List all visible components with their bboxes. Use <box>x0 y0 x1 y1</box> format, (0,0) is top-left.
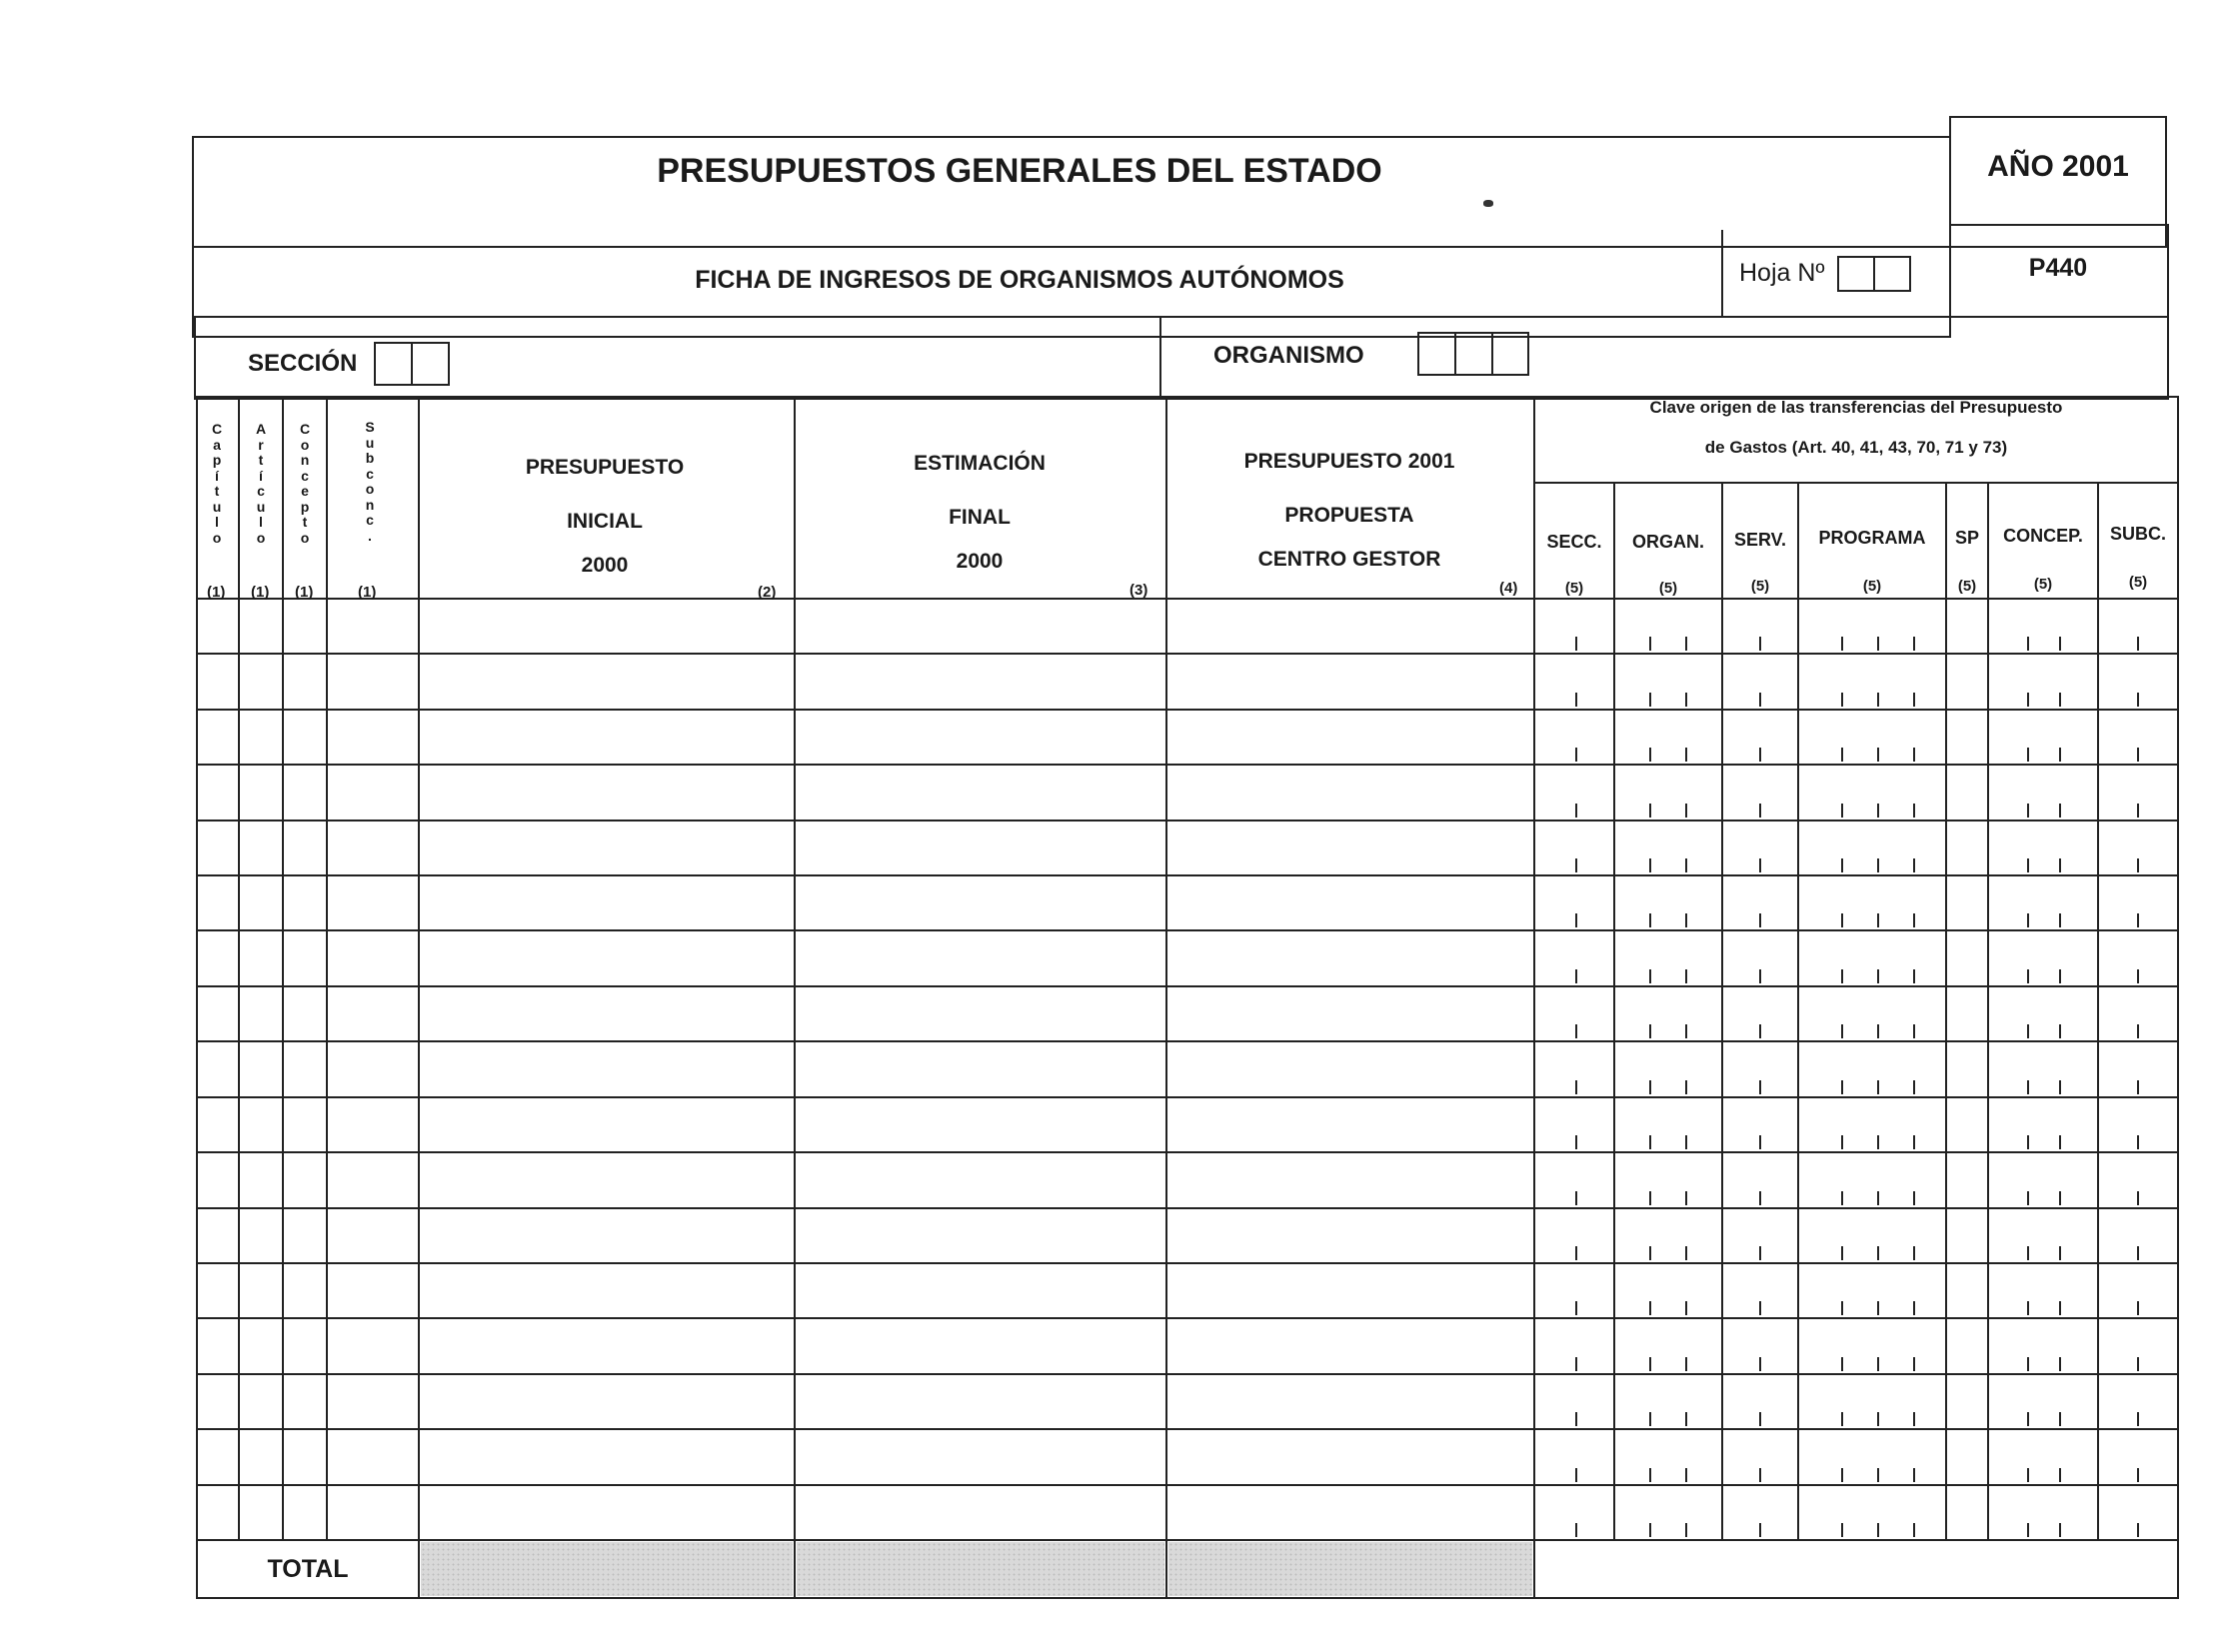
digit-separator-tick <box>1649 1246 1651 1260</box>
digit-separator-tick <box>2137 1301 2139 1315</box>
digit-separator-tick <box>1877 1080 1879 1094</box>
digit-separator-tick <box>2059 1024 2061 1038</box>
digit-separator-tick <box>1759 969 1761 983</box>
digit-separator-tick <box>1649 858 1651 872</box>
col-line-7 <box>1533 398 1535 1597</box>
row-line <box>196 1207 2179 1209</box>
digit-separator-tick <box>2137 1468 2139 1482</box>
digit-separator-tick <box>1685 858 1687 872</box>
row-line <box>196 1317 2179 1319</box>
estimacion-final-line3: 2000 <box>956 550 1004 573</box>
capitulo-header: C a p í t u l o <box>211 421 223 546</box>
row-line <box>196 874 2179 876</box>
digit-separator-tick <box>1575 804 1577 818</box>
digit-separator-tick <box>1575 1135 1577 1149</box>
digit-separator-tick <box>1649 1080 1651 1094</box>
digit-separator-tick <box>2137 693 2139 707</box>
subconc-header: S u b c o n c . <box>365 419 375 544</box>
digit-separator-tick <box>2059 969 2061 983</box>
digit-separator-tick <box>1759 1246 1761 1260</box>
digit-separator-tick <box>1759 1523 1761 1537</box>
digit-separator-tick <box>2027 637 2029 651</box>
digit-separator-tick <box>2027 1191 2029 1205</box>
digit-separator-tick <box>1649 637 1651 651</box>
digit-separator-tick <box>2137 969 2139 983</box>
subcol-concep-note: (5) <box>2033 576 2053 593</box>
digit-separator-tick <box>2137 858 2139 872</box>
digit-separator-tick <box>1877 748 1879 762</box>
digit-separator-tick <box>1877 1412 1879 1426</box>
row-line <box>196 820 2179 822</box>
col-line-1 <box>238 398 240 1539</box>
row-line <box>196 1040 2179 1042</box>
digit-separator-tick <box>1877 1523 1879 1537</box>
row-line <box>196 929 2179 931</box>
digit-separator-tick <box>1913 969 1915 983</box>
digit-separator-tick <box>2059 693 2061 707</box>
digit-separator-tick <box>1877 1246 1879 1260</box>
digit-separator-tick <box>1913 748 1915 762</box>
digit-separator-tick <box>2137 1412 2139 1426</box>
organismo-field-divider-1 <box>1454 332 1456 376</box>
digit-separator-tick <box>1841 1080 1843 1094</box>
digit-separator-tick <box>1649 1191 1651 1205</box>
digit-separator-tick <box>1877 1468 1879 1482</box>
digit-separator-tick <box>1877 1191 1879 1205</box>
col-line-12 <box>1987 484 1989 1539</box>
digit-separator-tick <box>1913 858 1915 872</box>
digit-separator-tick <box>1877 693 1879 707</box>
digit-separator-tick <box>2137 1246 2139 1260</box>
digit-separator-tick <box>1575 693 1577 707</box>
digit-separator-tick <box>1913 804 1915 818</box>
subcol-organ: ORGAN. <box>1632 532 1704 552</box>
subcol-serv-note: (5) <box>1750 578 1770 595</box>
digit-separator-tick <box>1759 1468 1761 1482</box>
col-line-2 <box>282 398 284 1539</box>
estimacion-final-line1: ESTIMACIÓN <box>914 452 1046 475</box>
subcol-programa: PROGRAMA <box>1818 528 1926 548</box>
digit-separator-tick <box>1759 858 1761 872</box>
digit-separator-tick <box>1841 804 1843 818</box>
digit-separator-tick <box>1759 1412 1761 1426</box>
digit-separator-tick <box>1841 1523 1843 1537</box>
digit-separator-tick <box>1913 1523 1915 1537</box>
row-line <box>196 1428 2179 1430</box>
subcol-subc-note: (5) <box>2128 574 2148 591</box>
digit-separator-tick <box>1841 1357 1843 1371</box>
digit-separator-tick <box>2027 1412 2029 1426</box>
digit-separator-tick <box>1759 637 1761 651</box>
row-line <box>196 1262 2179 1264</box>
digit-separator-tick <box>2059 804 2061 818</box>
digit-separator-tick <box>1913 1412 1915 1426</box>
scan-mark <box>1483 200 1493 207</box>
digit-separator-tick <box>1841 637 1843 651</box>
digit-separator-tick <box>2027 1468 2029 1482</box>
digit-separator-tick <box>1575 969 1577 983</box>
col-line-6 <box>1165 398 1167 1597</box>
organismo-label: ORGANISMO <box>1213 342 1364 369</box>
row-line <box>196 1151 2179 1153</box>
digit-separator-tick <box>1685 1191 1687 1205</box>
digit-separator-tick <box>1685 1135 1687 1149</box>
digit-separator-tick <box>1575 1301 1577 1315</box>
digit-separator-tick <box>1841 1412 1843 1426</box>
subcol-secc: SECC. <box>1546 532 1602 552</box>
digit-separator-tick <box>1841 913 1843 927</box>
subcol-subc: SUBC. <box>2109 524 2166 544</box>
digit-separator-tick <box>1685 1357 1687 1371</box>
digit-separator-tick <box>1877 1357 1879 1371</box>
digit-separator-tick <box>2059 1246 2061 1260</box>
digit-separator-tick <box>1575 1080 1577 1094</box>
presupuesto-2001-line1: PRESUPUESTO 2001 <box>1243 450 1455 473</box>
digit-separator-tick <box>1759 1024 1761 1038</box>
digit-separator-tick <box>2137 1191 2139 1205</box>
digit-separator-tick <box>1877 1135 1879 1149</box>
digit-separator-tick <box>2027 969 2029 983</box>
digit-separator-tick <box>1759 1135 1761 1149</box>
digit-separator-tick <box>2027 1357 2029 1371</box>
digit-separator-tick <box>1685 1412 1687 1426</box>
articulo-note: (1) <box>251 584 270 601</box>
subcol-programa-note: (5) <box>1862 578 1882 595</box>
digit-separator-tick <box>1685 913 1687 927</box>
digit-separator-tick <box>2059 1412 2061 1426</box>
digit-separator-tick <box>1685 1246 1687 1260</box>
col-line-5 <box>794 398 796 1597</box>
digit-separator-tick <box>2137 804 2139 818</box>
digit-separator-tick <box>1841 1246 1843 1260</box>
digit-separator-tick <box>1685 637 1687 651</box>
digit-separator-tick <box>1649 1024 1651 1038</box>
digit-separator-tick <box>1877 913 1879 927</box>
digit-separator-tick <box>2059 1135 2061 1149</box>
digit-separator-tick <box>2027 1024 2029 1038</box>
digit-separator-tick <box>1841 1024 1843 1038</box>
seccion-label: SECCIÓN <box>248 350 358 377</box>
digit-separator-tick <box>2059 913 2061 927</box>
digit-separator-tick <box>1841 1135 1843 1149</box>
digit-separator-tick <box>2137 1135 2139 1149</box>
digit-separator-tick <box>1685 1301 1687 1315</box>
digit-separator-tick <box>2137 1357 2139 1371</box>
digit-separator-tick <box>1877 858 1879 872</box>
digit-separator-tick <box>1685 1468 1687 1482</box>
row-line <box>196 709 2179 711</box>
row-line <box>196 653 2179 655</box>
digit-separator-tick <box>1575 1412 1577 1426</box>
digit-separator-tick <box>1913 1191 1915 1205</box>
digit-separator-tick <box>2137 1024 2139 1038</box>
digit-separator-tick <box>1759 804 1761 818</box>
digit-separator-tick <box>1575 1191 1577 1205</box>
subcol-secc-note: (5) <box>1564 580 1584 597</box>
sheet-divider <box>1721 230 1723 318</box>
concepto-header: C o n c e p t o <box>299 421 311 546</box>
digit-separator-tick <box>2027 748 2029 762</box>
digit-separator-tick <box>1913 637 1915 651</box>
digit-separator-tick <box>1841 969 1843 983</box>
digit-separator-tick <box>2027 1523 2029 1537</box>
digit-separator-tick <box>1913 693 1915 707</box>
digit-separator-tick <box>1913 1301 1915 1315</box>
subcol-concep: CONCEP. <box>2003 526 2083 546</box>
digit-separator-tick <box>2059 1523 2061 1537</box>
digit-separator-tick <box>1649 1468 1651 1482</box>
digit-separator-tick <box>1759 913 1761 927</box>
digit-separator-tick <box>1759 1080 1761 1094</box>
digit-separator-tick <box>2027 1135 2029 1149</box>
digit-separator-tick <box>1841 748 1843 762</box>
digit-separator-tick <box>1575 913 1577 927</box>
digit-separator-tick <box>2027 804 2029 818</box>
sheet-number-label: Hoja Nº <box>1739 259 1825 287</box>
capitulo-note: (1) <box>207 584 226 601</box>
col-line-11 <box>1945 484 1947 1539</box>
digit-separator-tick <box>1649 748 1651 762</box>
transfer-title-line1: Clave origen de las transferencias del Presupuesto <box>1649 398 2063 417</box>
digit-separator-tick <box>1913 913 1915 927</box>
digit-separator-tick <box>2027 858 2029 872</box>
subconc-note: (1) <box>358 584 377 601</box>
digit-separator-tick <box>1575 1024 1577 1038</box>
row-line <box>196 1096 2179 1098</box>
total-row-top <box>196 1539 2179 1541</box>
digit-separator-tick <box>1685 1024 1687 1038</box>
estimacion-final-note: (3) <box>1129 582 1148 599</box>
digit-separator-tick <box>1759 1191 1761 1205</box>
row-line <box>196 1373 2179 1375</box>
digit-separator-tick <box>1575 1523 1577 1537</box>
digit-separator-tick <box>1685 1080 1687 1094</box>
digit-separator-tick <box>1685 693 1687 707</box>
year-label: AÑO 2001 <box>1987 150 2129 183</box>
digit-separator-tick <box>1759 693 1761 707</box>
digit-separator-tick <box>2137 637 2139 651</box>
digit-separator-tick <box>1649 693 1651 707</box>
organismo-field[interactable] <box>1417 332 1529 376</box>
digit-separator-tick <box>1913 1246 1915 1260</box>
digit-separator-tick <box>2137 913 2139 927</box>
subcol-organ-note: (5) <box>1658 580 1678 597</box>
digit-separator-tick <box>1575 1468 1577 1482</box>
row-line <box>196 1484 2179 1486</box>
header-bottom-line <box>196 598 2179 600</box>
row-line <box>196 985 2179 987</box>
digit-separator-tick <box>1877 969 1879 983</box>
subcol-sp-note: (5) <box>1957 578 1977 595</box>
digit-separator-tick <box>1649 1412 1651 1426</box>
sheet-number-divider <box>1873 256 1875 292</box>
digit-separator-tick <box>1913 1024 1915 1038</box>
col-line-4 <box>418 398 420 1597</box>
transfer-title-line2: de Gastos (Art. 40, 41, 43, 70, 71 y 73) <box>1704 438 2008 457</box>
subcol-sp: SP <box>1954 528 1979 548</box>
presupuesto-2001-line3: CENTRO GESTOR <box>1257 548 1441 571</box>
digit-separator-tick <box>1841 1468 1843 1482</box>
page-title: PRESUPUESTOS GENERALES DEL ESTADO <box>657 152 1382 190</box>
col-line-9 <box>1721 484 1723 1539</box>
concepto-note: (1) <box>295 584 314 601</box>
digit-separator-tick <box>1685 804 1687 818</box>
section-divider <box>1159 318 1161 398</box>
seccion-field-divider <box>411 342 413 386</box>
form-code: P440 <box>2028 254 2088 282</box>
digit-separator-tick <box>1575 858 1577 872</box>
digit-separator-tick <box>1575 748 1577 762</box>
total-estimacion-final[interactable] <box>797 1542 1164 1596</box>
digit-separator-tick <box>2137 1080 2139 1094</box>
digit-separator-tick <box>2059 1357 2061 1371</box>
digit-separator-tick <box>1759 748 1761 762</box>
digit-separator-tick <box>2059 1468 2061 1482</box>
digit-separator-tick <box>1649 913 1651 927</box>
transfer-title-line <box>1533 482 2179 484</box>
section-row <box>194 316 2169 400</box>
col-line-10 <box>1797 484 1799 1539</box>
estimacion-final-line2: FINAL <box>949 506 1011 529</box>
articulo-header: A r t í c u l o <box>255 421 267 546</box>
digit-separator-tick <box>1649 1135 1651 1149</box>
digit-separator-tick <box>1649 1523 1651 1537</box>
presupuesto-inicial-line1: PRESUPUESTO <box>525 456 685 479</box>
form-subtitle: FICHA DE INGRESOS DE ORGANISMOS AUTÓNOMOS <box>695 266 1344 294</box>
digit-separator-tick <box>2059 748 2061 762</box>
digit-separator-tick <box>1913 1080 1915 1094</box>
digit-separator-tick <box>1877 1024 1879 1038</box>
digit-separator-tick <box>1575 637 1577 651</box>
digit-separator-tick <box>2027 1301 2029 1315</box>
organismo-field-divider-2 <box>1491 332 1493 376</box>
presupuesto-2001-line2: PROPUESTA <box>1284 504 1414 527</box>
digit-separator-tick <box>1649 969 1651 983</box>
digit-separator-tick <box>1877 804 1879 818</box>
col-line-13 <box>2097 484 2099 1539</box>
digit-separator-tick <box>1877 637 1879 651</box>
digit-separator-tick <box>1841 1301 1843 1315</box>
digit-separator-tick <box>1685 748 1687 762</box>
presupuesto-inicial-note: (2) <box>758 584 777 601</box>
digit-separator-tick <box>1759 1357 1761 1371</box>
digit-separator-tick <box>2059 1191 2061 1205</box>
total-presupuesto-2001[interactable] <box>1168 1542 1532 1596</box>
row-line <box>196 764 2179 766</box>
digit-separator-tick <box>2027 1246 2029 1260</box>
digit-separator-tick <box>2059 1080 2061 1094</box>
digit-separator-tick <box>1759 1301 1761 1315</box>
digit-separator-tick <box>1649 1357 1651 1371</box>
subcol-serv: SERV. <box>1733 530 1787 550</box>
digit-separator-tick <box>2137 1523 2139 1537</box>
presupuesto-inicial-line2: INICIAL <box>567 510 643 533</box>
digit-separator-tick <box>1841 693 1843 707</box>
digit-separator-tick <box>1685 1523 1687 1537</box>
digit-separator-tick <box>2027 1080 2029 1094</box>
digit-separator-tick <box>2027 913 2029 927</box>
digit-separator-tick <box>2059 637 2061 651</box>
digit-separator-tick <box>2059 858 2061 872</box>
total-presupuesto-inicial[interactable] <box>421 1542 793 1596</box>
digit-separator-tick <box>1685 969 1687 983</box>
digit-separator-tick <box>1575 1357 1577 1371</box>
presupuesto-2001-note: (4) <box>1499 580 1518 597</box>
presupuesto-inicial-line3: 2000 <box>581 554 629 577</box>
digit-separator-tick <box>1877 1301 1879 1315</box>
digit-separator-tick <box>1575 1246 1577 1260</box>
digit-separator-tick <box>1913 1357 1915 1371</box>
digit-separator-tick <box>2137 748 2139 762</box>
digit-separator-tick <box>1841 858 1843 872</box>
digit-separator-tick <box>1649 1301 1651 1315</box>
digit-separator-tick <box>1841 1191 1843 1205</box>
digit-separator-tick <box>2027 693 2029 707</box>
col-line-8 <box>1613 484 1615 1539</box>
digit-separator-tick <box>1913 1468 1915 1482</box>
digit-separator-tick <box>2059 1301 2061 1315</box>
total-label: TOTAL <box>267 1555 349 1583</box>
col-line-3 <box>326 398 328 1539</box>
digit-separator-tick <box>1913 1135 1915 1149</box>
digit-separator-tick <box>1649 804 1651 818</box>
